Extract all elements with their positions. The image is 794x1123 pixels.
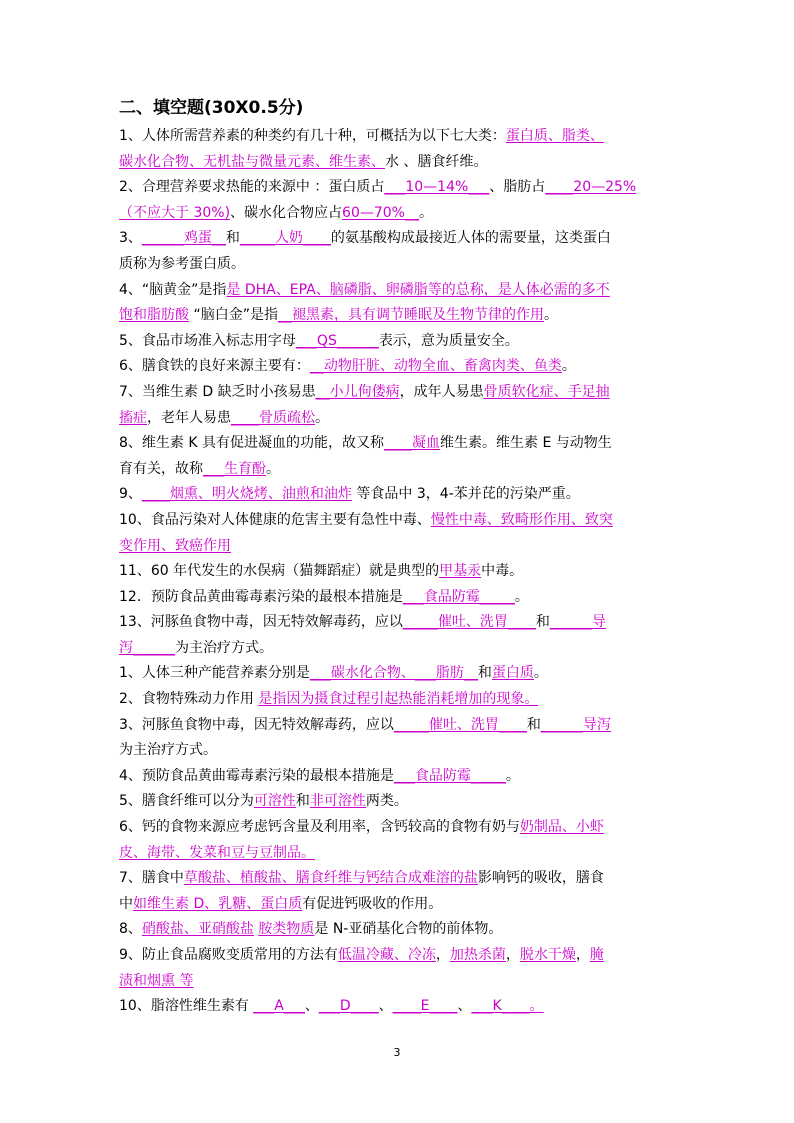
answer-text: 饱和脂肪酸 (119, 307, 189, 324)
question-text: 2、合理营养要求热能的来源中 ：蛋白质占 (119, 179, 385, 196)
answer-text: ____凝血 (384, 435, 440, 452)
question-text: 。 (266, 460, 280, 477)
answer-text: 蛋白质 (491, 665, 534, 682)
question-text: 8、维生素 K 具有促进凝血的功能，故又称 (119, 435, 384, 452)
question-text: 影响钙的吸收，膳食 (477, 870, 604, 887)
question-text: 、脂肪占 (489, 179, 546, 196)
text-line (119, 585, 681, 611)
answer-text: 奶制品、小虾 (519, 819, 604, 836)
question-text: ， (575, 947, 590, 963)
answer-text: ___碳水化合物、___脂肪__ (309, 665, 478, 682)
document-body (119, 96, 681, 1020)
question-text: 水 、膳食纤维。 (385, 153, 488, 170)
question-text: 3、 (119, 230, 142, 247)
text-line (119, 687, 681, 713)
question-text: 和 (225, 230, 240, 247)
text-line (119, 252, 681, 278)
answer-text: 胺类物质 (258, 921, 315, 938)
question-text: 。 (418, 204, 433, 221)
question-text: 4、预防食品黄曲霉毒素污染的最根本措施是 (119, 767, 394, 784)
question-text: 。 (533, 665, 548, 682)
question-text: 的氨基酸构成最接近人体的需要量，这类蛋白 (330, 230, 611, 247)
text-line (119, 610, 681, 636)
text-line (119, 815, 681, 841)
answer-text: ___K____。 (471, 998, 544, 1015)
text-line (119, 303, 681, 329)
text-line (119, 329, 681, 355)
answer-text: 碳水化合物、 (119, 153, 203, 170)
answer-text: 加热杀菌 (449, 947, 506, 963)
text-line (119, 380, 681, 406)
answer-text: 无机盐与微量元素、 (203, 153, 329, 170)
question-text: 11、60 年代发生的水俣病（猫舞蹈症）就是典型的 (119, 563, 440, 580)
question-text: 1、人体所需营养素的种类约有几十种，可概括为以下七大类： (119, 128, 506, 144)
question-text: 7、当维生素 D 缺乏时小孩易患 (119, 383, 316, 400)
answer-text: （不应大于 30%) (119, 204, 231, 221)
answer-text: 腌 (589, 947, 604, 963)
text-line (119, 994, 681, 1020)
question-text: 、碳水化合物应占 (230, 204, 343, 221)
answer-text: 硝酸盐、亚硝酸盐 (141, 921, 254, 938)
text-line (119, 482, 681, 508)
question-text: 和 (295, 793, 310, 810)
question-text: 5、膳食纤维可以分为 (119, 793, 254, 810)
question-text: 10、脂溶性维生素有 (119, 998, 254, 1015)
question-text: 4、“脑黄金”是指 (119, 281, 227, 298)
answer-text: 甲基汞 (439, 563, 482, 580)
answer-text: 脱水干燥 (519, 947, 576, 963)
question-text: ， (505, 947, 520, 963)
question-text: 质称为参考蛋白质。 (119, 255, 245, 272)
answer-text: ____20—25% (545, 179, 637, 196)
answer-text: 是指因为摄食过程引起热能消耗增加的现象。 (258, 691, 539, 708)
text-line (119, 636, 681, 662)
question-text: 维生素。维生素 E 与动物生 (440, 435, 612, 452)
question-text: 、 (378, 998, 393, 1015)
answer-text: 泻______ (119, 639, 175, 656)
question-text: 5、食品市场准入标志用字母 (119, 332, 296, 349)
text-line (119, 764, 681, 790)
answer-text: ___10—14%___ (384, 179, 490, 196)
answer-text: 维生素、 (329, 153, 385, 170)
text-line (119, 738, 681, 764)
text-line (119, 354, 681, 380)
text-line (119, 201, 681, 227)
text-line (119, 789, 681, 815)
answer-text: __动物肝脏、动物全血、畜禽肉类、鱼类 (309, 358, 562, 375)
text-line (119, 892, 681, 918)
text-line (119, 534, 681, 560)
question-text: 1、人体三种产能营养素分别是 (119, 665, 310, 682)
text-line (119, 943, 681, 969)
question-text: 3、河豚鱼食物中毒，因无特效解毒药，应以 (119, 716, 394, 733)
question-text: ，老年人易患 (147, 409, 231, 426)
answer-text: __小儿佝偻病 (315, 383, 400, 400)
answer-text: ___D____ (318, 998, 379, 1015)
question-text: 。 (514, 588, 529, 605)
question-text: 和 (526, 716, 541, 733)
question-text: 8、 (119, 921, 142, 938)
question-text: 、 (304, 998, 319, 1015)
question-text: 和 (477, 665, 492, 682)
text-line (119, 175, 681, 201)
answer-text: 低温冷藏、冷冻 (337, 947, 436, 963)
answer-text: ___QS______ (295, 332, 379, 349)
answer-text: ____烟熏、明火烧烤、油煎和油炸 (141, 486, 352, 503)
question-text: 为主治疗方式。 (119, 742, 217, 759)
question-text: 中 (119, 895, 133, 912)
question-text: 。 (543, 307, 558, 324)
text-line (119, 841, 681, 867)
question-list (119, 124, 681, 1020)
question-text: 2、食物特殊动力作用 (119, 691, 259, 708)
text-line (119, 150, 681, 176)
question-text: 两类。 (365, 793, 408, 810)
question-text: 育有关，故称 (119, 460, 203, 477)
answer-text: 脂类、 (561, 128, 604, 144)
answer-text: 60—70%__ (342, 204, 419, 221)
text-line (119, 661, 681, 687)
question-text: 10、食品污染对人体健康的危害主要有急性中毒、 (119, 511, 431, 528)
text-line (119, 508, 681, 534)
text-line (119, 457, 681, 483)
question-text: 等食品中 3，4-苯并芘的污染严重。 (351, 486, 580, 503)
text-line (119, 559, 681, 585)
text-line (119, 226, 681, 252)
question-text: 中毒。 (481, 563, 524, 580)
answer-text: ____骨质疏松 (231, 409, 315, 426)
question-text: 6、钙的食物来源应考虑钙含量及利用率，含钙较高的食物有奶与 (119, 819, 520, 836)
answer-text: ___A___ (253, 998, 305, 1015)
answer-text: 如维生素 D、乳糖、蛋白质 (133, 895, 303, 912)
question-text: 。 (315, 409, 329, 426)
answer-text: 可溶性 (253, 793, 296, 810)
question-text: 。 (561, 358, 576, 375)
answer-text: 慢性中毒、致畸形作用、致突 (430, 511, 613, 528)
answer-text: _____催吐、洗胃____ (393, 716, 527, 733)
question-text: 为主治疗方式。 (175, 639, 273, 656)
answer-text: 渍和烟熏 等 (119, 972, 194, 989)
answer-text: 搐症 (119, 409, 147, 426)
question-text: 表示，意为质量安全。 (378, 332, 519, 349)
answer-text: ______导泻 (540, 716, 611, 733)
question-text: 9、 (119, 486, 142, 503)
section-heading: 二、填空题(30X0.5分) (119, 98, 304, 118)
answer-text: ___食品防霉_____ (393, 767, 506, 784)
text-line (119, 866, 681, 892)
text-line (119, 124, 681, 150)
answer-text: ____E____ (392, 998, 458, 1015)
answer-text: 是 DHA、EPA、脑磷脂、卵磷脂等的总称，是人体必需的多不 (226, 281, 610, 298)
answer-text: ___食品防霉_____ (402, 588, 515, 605)
question-text: 9、防止食品腐败变质常用的方法有 (119, 947, 338, 963)
question-text: 7、膳食中 (119, 870, 184, 887)
text-line (119, 969, 681, 995)
page-number: 3 (393, 1046, 401, 1059)
question-text: ， (435, 947, 450, 963)
question-text: 。 (505, 767, 520, 784)
question-text: “脑白金”是指 (189, 307, 278, 324)
answer-text: 骨质软化症、手足抽 (483, 383, 610, 400)
text-line (119, 917, 681, 943)
answer-text: ___生育酚 (203, 460, 266, 477)
answer-text: 变作用、致癌作用 (119, 537, 231, 554)
answer-text: 皮、海带、发菜和豆与豆制品。 (119, 844, 315, 861)
answer-text: _____人奶____ (239, 230, 331, 247)
text-line (119, 431, 681, 457)
answer-text: 蛋白质、 (505, 128, 562, 144)
question-text: 13、河豚鱼食物中毒，因无特效解毒药，应以 (119, 614, 403, 631)
text-line (119, 278, 681, 304)
question-text: 6、膳食铁的良好来源主要有： (119, 358, 310, 375)
text-line (119, 713, 681, 739)
answer-text: 草酸盐、植酸盐、膳食纤维与钙结合成难溶的盐 (183, 870, 478, 887)
answer-text: ______鸡蛋__ (141, 230, 226, 247)
answer-text: ______导 (549, 614, 606, 631)
answer-text: _____催吐、洗胃____ (402, 614, 536, 631)
question-text: ，成年人易患 (399, 383, 484, 400)
question-text: 有促进钙吸收的作用。 (302, 895, 443, 912)
question-text: 12．预防食品黄曲霉毒素污染的最根本措施是 (119, 588, 403, 605)
question-text: 是 N-亚硝基化合物的前体物。 (314, 921, 503, 938)
answer-text: 非可溶性 (309, 793, 366, 810)
question-text: 和 (535, 614, 550, 631)
question-text: 、 (457, 998, 472, 1015)
text-line (119, 406, 681, 432)
answer-text: __褪黑素，具有调节睡眠及生物节律的作用 (277, 307, 544, 324)
